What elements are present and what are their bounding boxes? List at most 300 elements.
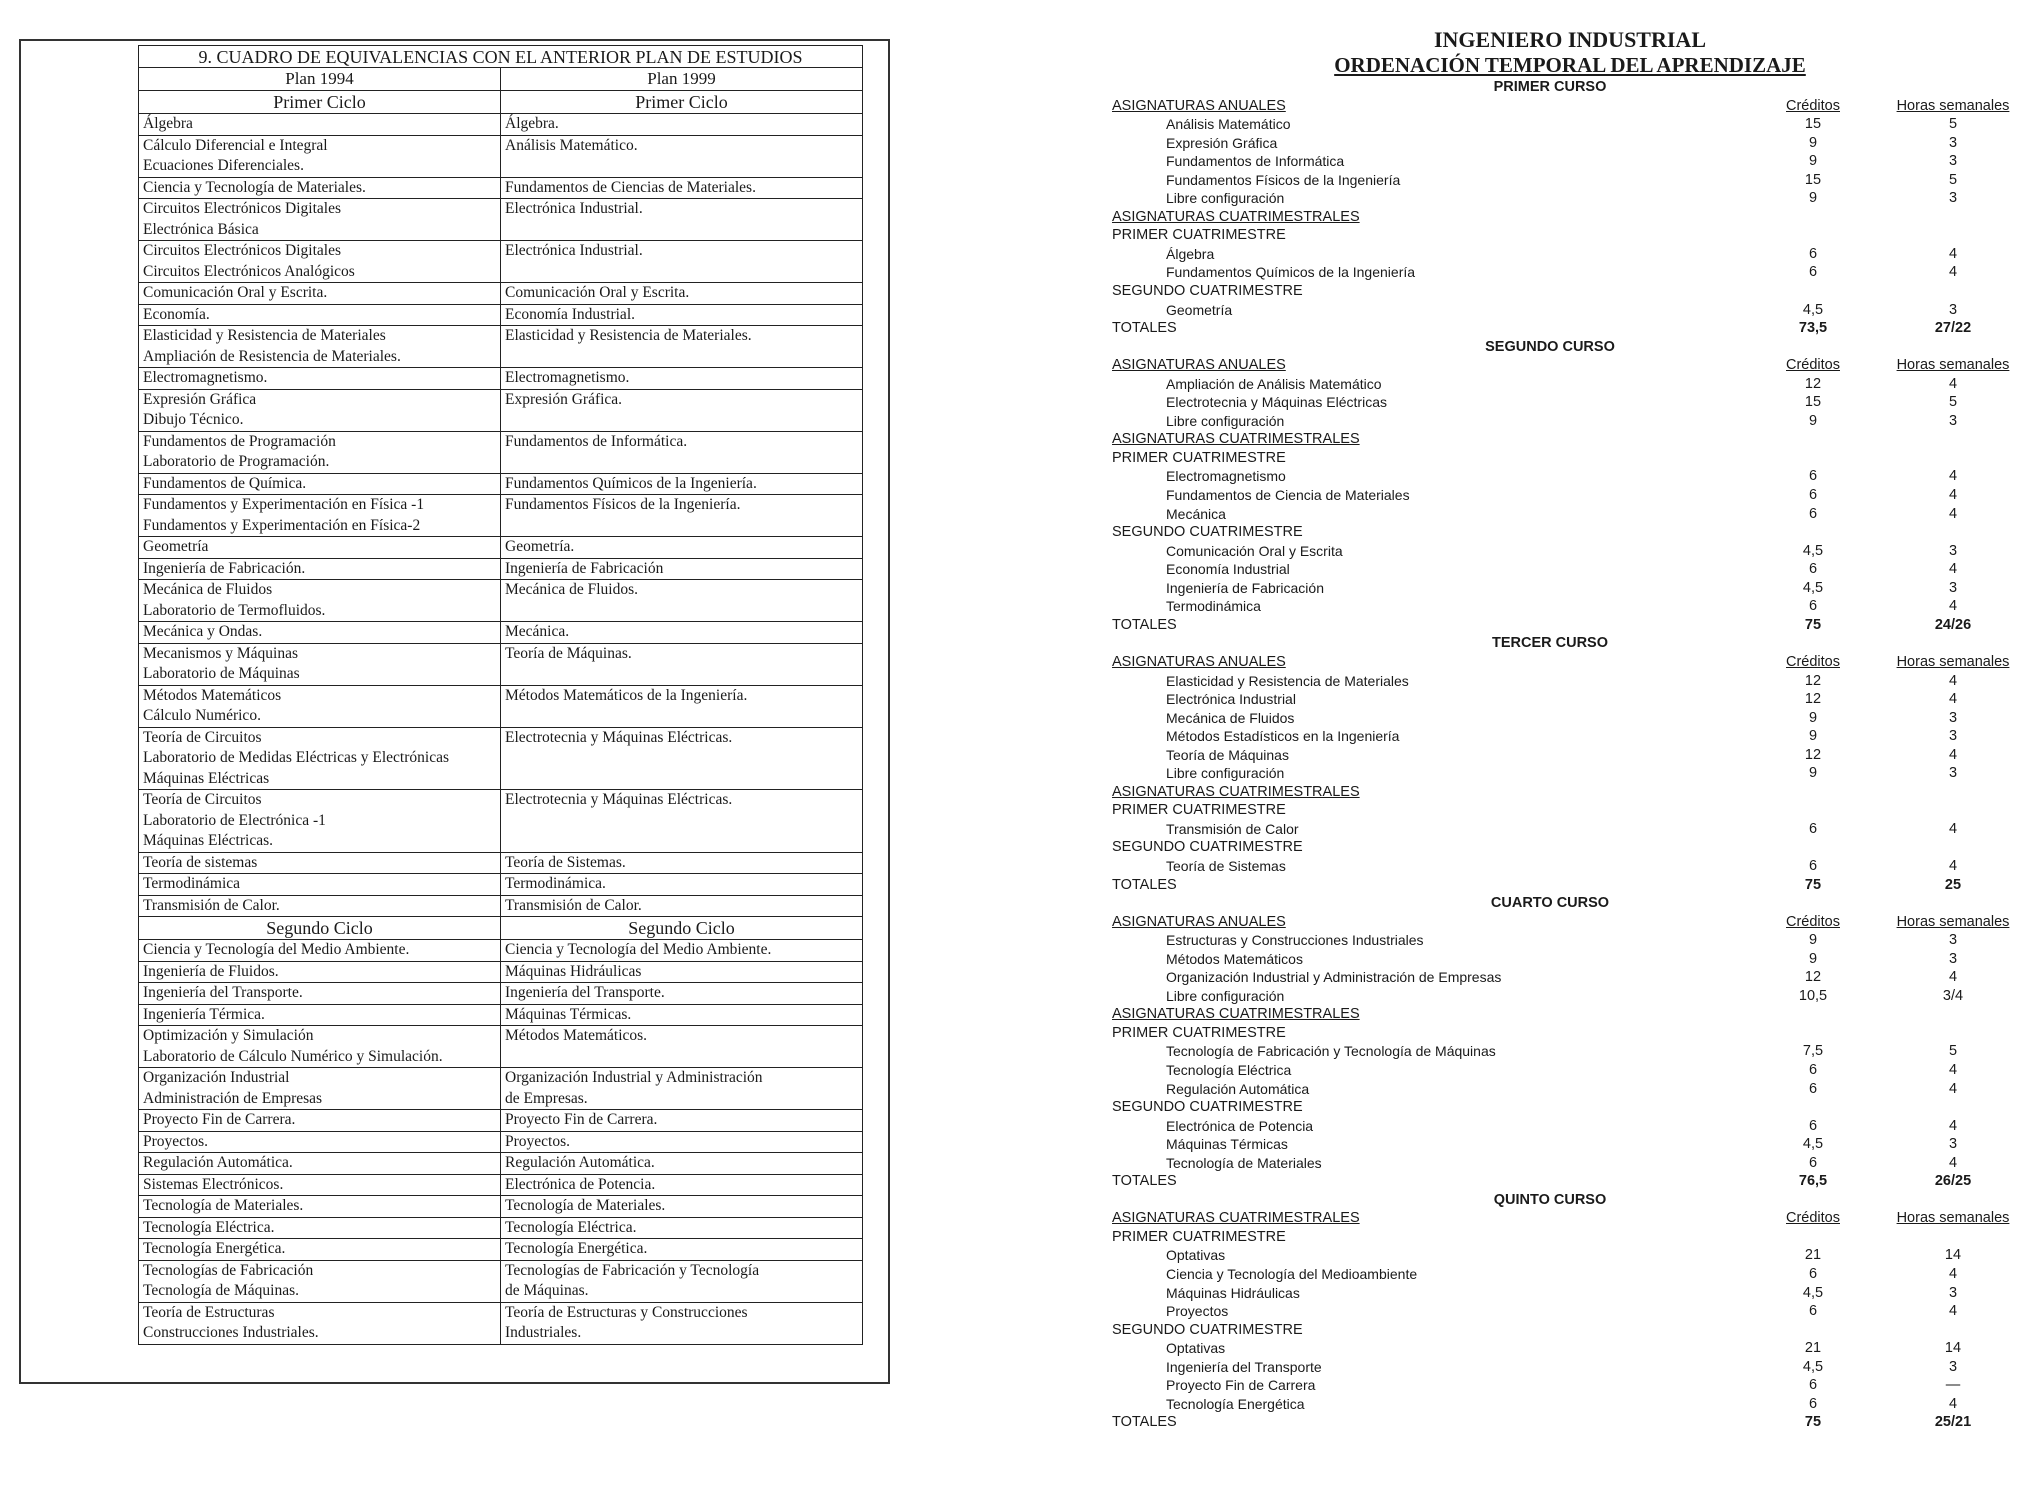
credits-value: 15 — [1804, 394, 1822, 411]
subject-row — [1000, 690, 2030, 709]
credits-value: 9 — [1808, 950, 1818, 967]
credits-value: 12 — [1804, 969, 1822, 986]
subject-name: Ingeniería del Transporte — [1166, 1358, 1322, 1375]
cell-line: Mecánica. — [505, 623, 570, 640]
cell-line: Optimización y Simulación — [143, 1027, 314, 1044]
cell-line: Máquinas Térmicas. — [505, 1005, 632, 1023]
cell-line: Termodinámica — [143, 875, 241, 892]
table-row — [139, 326, 863, 368]
credits-value: 21 — [1804, 1340, 1822, 1357]
cell-line: Electrónica de Potencia. — [505, 1175, 656, 1193]
credits-value: 6 — [1808, 1117, 1818, 1134]
plan-1999-cell — [501, 1110, 863, 1132]
cell-line: Tecnología de Máquinas. — [143, 1282, 300, 1299]
credits-value: 9 — [1808, 134, 1818, 151]
plan-1994-cell — [139, 1217, 501, 1239]
subject-row — [1000, 1135, 2030, 1154]
plan-1994-cell — [139, 852, 501, 874]
totals-row — [1000, 1172, 2030, 1191]
subject-name: Mecánica de Fluidos — [1166, 709, 1295, 726]
plan-1994-cell — [139, 558, 501, 580]
subject-row — [1000, 560, 2030, 579]
plan-1999-cell — [501, 1026, 863, 1068]
weekly-hours-value: 4 — [1948, 857, 1958, 874]
cell-line: Elasticidad y Resistencia de Materiales. — [505, 327, 752, 344]
cell-line: Tecnología Eléctrica. — [505, 1218, 637, 1236]
cell-line: Ingeniería del Transporte. — [143, 984, 303, 1001]
credits-header: Créditos — [1786, 1210, 1840, 1227]
weekly-hours-value: 3 — [1948, 190, 1958, 207]
plan-1999-cell — [501, 304, 863, 326]
cell-line: Teoría de Circuitos — [143, 728, 262, 746]
plan-1994-cell — [139, 1196, 501, 1218]
semester-header — [1000, 282, 2030, 301]
weekly-hours-value: 4 — [1948, 487, 1958, 504]
weekly-hours-value: 4 — [1948, 691, 1958, 708]
table-row — [139, 874, 863, 896]
cell-line: Fundamentos y Experimentación en Física -1 — [143, 496, 425, 513]
plan-1999-cell — [501, 940, 863, 962]
plan-1999-cell — [501, 368, 863, 390]
subject-name: Fundamentos Químicos de la Ingeniería — [1166, 264, 1416, 281]
subject-row — [1000, 746, 2030, 765]
cell-line: Sistemas Electrónicos. — [143, 1175, 284, 1193]
credits-header: Créditos — [1786, 653, 1840, 670]
column-header-plan-1999: Plan 1999 — [501, 68, 863, 91]
row-label: ASIGNATURAS CUATRIMESTRALES — [1112, 1006, 1360, 1023]
plan-1994-cell — [139, 431, 501, 473]
plan-1994-cell — [139, 495, 501, 537]
weekly-hours-value: 4 — [1948, 561, 1958, 578]
weekly-hours-value: 3 — [1948, 932, 1958, 949]
subject-row — [1000, 115, 2030, 134]
cell-line: Circuitos Electrónicos Analógicos — [143, 262, 355, 280]
credits-header: Créditos — [1786, 357, 1840, 374]
subject-row — [1000, 505, 2030, 524]
section-header — [1000, 97, 2030, 116]
credits-value: 9 — [1808, 932, 1818, 949]
weekly-hours-value: 4 — [1948, 820, 1958, 837]
subject-row — [1000, 171, 2030, 190]
cell-line: Álgebra. — [505, 115, 559, 132]
subject-row — [1000, 245, 2030, 264]
subject-name: Teoría de Sistemas — [1166, 857, 1286, 874]
weekly-hours-value: 4 — [1948, 505, 1958, 522]
cell-line: Análisis Matemático. — [505, 136, 638, 154]
weekly-hours-value: 3 — [1948, 153, 1958, 170]
weekly-hours-header: Horas semanales — [1896, 97, 2010, 114]
weekly-hours-value: 3 — [1948, 709, 1958, 726]
subject-name: Organización Industrial y Administración de Empresas — [1166, 969, 1502, 986]
section-header — [1000, 208, 2030, 227]
plan-1999-cell — [501, 135, 863, 177]
subject-name: Geometría — [1166, 301, 1233, 318]
plan-1994-cell — [139, 326, 501, 368]
subject-row — [1000, 950, 2030, 969]
table-row — [139, 368, 863, 390]
cell-line: Fundamentos de Informática. — [505, 432, 688, 450]
credits-value: 6 — [1808, 1395, 1818, 1412]
subject-row — [1000, 820, 2030, 839]
credits-value: 4,5 — [1802, 579, 1824, 596]
weekly-hours-value: 3 — [1948, 1136, 1958, 1153]
plan-1994-cell — [139, 1174, 501, 1196]
credits-value: 76,5 — [1798, 1173, 1828, 1190]
cell-line: Electromagnetismo. — [505, 369, 630, 386]
totals-row — [1000, 319, 2030, 338]
plan-1994-cell — [139, 580, 501, 622]
table-row — [139, 1239, 863, 1261]
cell-line: Comunicación Oral y Escrita. — [143, 284, 328, 301]
cell-line: Tecnología Eléctrica. — [143, 1218, 275, 1236]
course-title — [1000, 1191, 2030, 1210]
plan-1994-cell — [139, 790, 501, 853]
subject-row — [1000, 301, 2030, 320]
plan-1994-cell — [139, 1302, 501, 1344]
semester-header — [1000, 1098, 2030, 1117]
subject-row — [1000, 189, 2030, 208]
cell-line: Mecánica de Fluidos — [143, 581, 273, 598]
weekly-hours-value: 4 — [1948, 1303, 1958, 1320]
totals-row — [1000, 1413, 2030, 1432]
subject-row — [1000, 1302, 2030, 1321]
cell-line: Cálculo Diferencial e Integral — [143, 136, 328, 154]
cell-line: Electromagnetismo. — [143, 369, 268, 386]
table-row — [139, 685, 863, 727]
plan-1999-cell — [501, 727, 863, 790]
cell-line: Ecuaciones Diferenciales. — [143, 157, 304, 174]
row-label: ASIGNATURAS ANUALES — [1112, 97, 1286, 114]
row-label: ASIGNATURAS CUATRIMESTRALES — [1112, 783, 1360, 800]
cell-line: Elasticidad y Resistencia de Materiales — [143, 327, 386, 344]
cell-line: Proyecto Fin de Carrera. — [143, 1111, 296, 1128]
weekly-hours-value: 4 — [1948, 746, 1958, 763]
plan-1999-cell — [501, 580, 863, 622]
cell-line: Álgebra — [143, 115, 193, 132]
table-row — [139, 643, 863, 685]
cell-line: Organización Industrial — [143, 1069, 290, 1086]
subject-row — [1000, 597, 2030, 616]
cell-line: Laboratorio de Cálculo Numérico y Simulación. — [143, 1047, 443, 1065]
plan-1999-cell — [501, 643, 863, 685]
cell-line: Teoría de sistemas — [143, 853, 258, 871]
semester-header — [1000, 1228, 2030, 1247]
cell-line: Métodos Matemáticos. — [505, 1027, 648, 1044]
plan-1999-cell — [501, 473, 863, 495]
cell-line: Ingeniería del Transporte. — [505, 984, 665, 1001]
plan-1994-cell — [139, 1131, 501, 1153]
subject-name: Proyectos — [1166, 1303, 1229, 1320]
credits-value: 6 — [1808, 468, 1818, 485]
table-row — [139, 1110, 863, 1132]
cell-line: Teoría de Estructuras — [143, 1303, 275, 1321]
plan-1994-cell — [139, 1239, 501, 1261]
table-row — [139, 852, 863, 874]
row-label: ASIGNATURAS CUATRIMESTRALES — [1112, 431, 1360, 448]
subject-name: Libre configuración — [1166, 190, 1285, 207]
plan-1994-cell — [139, 643, 501, 685]
plan-1999-cell — [501, 431, 863, 473]
plan-1994-cell — [139, 473, 501, 495]
subject-name: Optativas — [1166, 1340, 1226, 1357]
table-row — [139, 177, 863, 199]
credits-value: 9 — [1808, 153, 1818, 170]
cell-line: Cálculo Numérico. — [143, 707, 261, 724]
table-row — [139, 495, 863, 537]
table-row — [139, 1260, 863, 1302]
cell-line: Industriales. — [505, 1324, 582, 1341]
course-title-text: TERCER CURSO — [1491, 635, 1608, 652]
subject-row — [1000, 1117, 2030, 1136]
cell-line: Laboratorio de Medidas Eléctricas y Electrónicas — [143, 749, 449, 766]
cell-line: Teoría de Máquinas. — [505, 644, 632, 662]
cell-line: Proyecto Fin de Carrera. — [505, 1111, 658, 1128]
cell-line: Termodinámica. — [505, 875, 606, 892]
subject-row — [1000, 1358, 2030, 1377]
subject-name: Métodos Estadísticos en la Ingeniería — [1166, 728, 1400, 745]
subject-name: Análisis Matemático — [1166, 116, 1291, 133]
cell-line: Laboratorio de Termofluidos. — [143, 601, 326, 619]
plan-1999-cell — [501, 283, 863, 305]
section-header — [1000, 913, 2030, 932]
subject-name: Libre configuración — [1166, 765, 1285, 782]
cell-line: Tecnología de Materiales. — [143, 1197, 304, 1214]
plan-1999-cell — [501, 622, 863, 644]
cell-line: Proyectos. — [505, 1132, 571, 1150]
subject-name: Tecnología Eléctrica — [1166, 1061, 1292, 1078]
semester-header — [1000, 838, 2030, 857]
credits-value: 9 — [1808, 412, 1818, 429]
weekly-hours-value: 14 — [1944, 1340, 1962, 1357]
section-header — [1000, 653, 2030, 672]
table-row — [139, 114, 863, 136]
row-label: PRIMER CUATRIMESTRE — [1112, 1024, 1286, 1041]
credits-value: 9 — [1808, 190, 1818, 207]
row-label: ASIGNATURAS ANUALES — [1112, 357, 1286, 374]
plan-1999-cell — [501, 1196, 863, 1218]
subject-row — [1000, 987, 2030, 1006]
course-title — [1000, 894, 2030, 913]
credits-value: 6 — [1808, 1061, 1818, 1078]
weekly-hours-value: 4 — [1948, 1117, 1958, 1134]
plan-1999-cell — [501, 1239, 863, 1261]
plan-1999-cell — [501, 495, 863, 537]
plan-1994-cell — [139, 895, 501, 917]
weekly-hours-value: 4 — [1948, 598, 1958, 615]
subject-row — [1000, 968, 2030, 987]
plan-1994-cell — [139, 389, 501, 431]
cell-line: Fundamentos de Programación — [143, 432, 336, 450]
row-label: TOTALES — [1112, 1414, 1177, 1431]
cell-line: Regulación Automática. — [505, 1154, 655, 1171]
cell-line: Proyectos. — [143, 1132, 209, 1150]
table-row — [139, 622, 863, 644]
cell-line: Tecnología de Materiales. — [505, 1197, 666, 1214]
table-row — [139, 1174, 863, 1196]
subject-name: Tecnología Energética — [1166, 1395, 1305, 1412]
weekly-hours-header: Horas semanales — [1896, 913, 2010, 930]
cell-line: Teoría de Sistemas. — [505, 853, 626, 871]
weekly-hours-header: Horas semanales — [1896, 1210, 2010, 1227]
subject-name: Álgebra — [1166, 245, 1215, 262]
credits-value: 12 — [1804, 375, 1822, 392]
plan-1994-cell — [139, 368, 501, 390]
table-row — [139, 1004, 863, 1026]
plan-1999-cell — [501, 1068, 863, 1110]
cell-line: Teoría de Circuitos — [143, 791, 262, 808]
second-cycle-header-old: Segundo Ciclo — [139, 917, 501, 940]
cell-line: Ingeniería Térmica. — [143, 1005, 265, 1023]
credits-value: 6 — [1808, 487, 1818, 504]
row-label: SEGUNDO CUATRIMESTRE — [1112, 1321, 1303, 1338]
table-row — [139, 895, 863, 917]
row-label: ASIGNATURAS ANUALES — [1112, 913, 1286, 930]
subject-row — [1000, 931, 2030, 950]
credits-value: 6 — [1808, 1303, 1818, 1320]
subject-name: Electrónica Industrial — [1166, 691, 1296, 708]
weekly-hours-header: Horas semanales — [1896, 357, 2010, 374]
plan-1994-cell — [139, 114, 501, 136]
weekly-hours-value: 3 — [1948, 1358, 1958, 1375]
plan-1994-cell — [139, 241, 501, 283]
table-row — [139, 727, 863, 790]
subject-name: Expresión Gráfica — [1166, 134, 1278, 151]
table-row — [139, 983, 863, 1005]
weekly-hours-value: 5 — [1948, 116, 1958, 133]
plan-1999-cell — [501, 1302, 863, 1344]
section-header — [1000, 356, 2030, 375]
credits-value: 4,5 — [1802, 1358, 1824, 1375]
subject-row — [1000, 467, 2030, 486]
plan-1999-cell — [501, 326, 863, 368]
subject-row — [1000, 1246, 2030, 1265]
credits-value: 6 — [1808, 245, 1818, 262]
table-row — [139, 1068, 863, 1110]
plan-1994-cell — [139, 727, 501, 790]
plan-1999-cell — [501, 874, 863, 896]
subject-name: Tecnología de Fabricación y Tecnología de Máquinas — [1166, 1043, 1496, 1060]
credits-value: 75 — [1804, 1414, 1822, 1431]
table-row — [139, 1196, 863, 1218]
cell-line: Mecánica de Fluidos. — [505, 581, 639, 598]
subject-name: Tecnología de Materiales — [1166, 1154, 1322, 1171]
plan-1994-cell — [139, 199, 501, 241]
course-title-text: SEGUNDO CURSO — [1485, 338, 1615, 355]
credits-value: 21 — [1804, 1247, 1822, 1264]
cell-line: Teoría de Estructuras y Construcciones — [505, 1303, 748, 1321]
plan-1994-cell — [139, 177, 501, 199]
cell-line: Laboratorio de Programación. — [143, 453, 330, 470]
credits-value: 10,5 — [1798, 987, 1828, 1004]
subject-name: Electromagnetismo — [1166, 468, 1286, 485]
weekly-hours-value: 4 — [1948, 672, 1958, 689]
subject-row — [1000, 393, 2030, 412]
column-header-plan-1994: Plan 1994 — [139, 68, 501, 91]
weekly-hours-value: 27/22 — [1934, 320, 1972, 337]
weekly-hours-value: 24/26 — [1934, 616, 1972, 633]
weekly-hours-value: — — [1945, 1377, 1961, 1394]
cell-line: Geometría — [143, 538, 209, 555]
plan-1994-cell — [139, 135, 501, 177]
weekly-hours-value: 4 — [1948, 375, 1958, 392]
row-label: SEGUNDO CUATRIMESTRE — [1112, 839, 1303, 856]
cell-line: Métodos Matemáticos — [143, 686, 282, 704]
cell-line: Comunicación Oral y Escrita. — [505, 284, 690, 301]
weekly-hours-value: 3 — [1948, 412, 1958, 429]
credits-value: 12 — [1804, 672, 1822, 689]
table-row — [139, 1026, 863, 1068]
subject-name: Electrotecnia y Máquinas Eléctricas — [1166, 394, 1387, 411]
weekly-hours-value: 4 — [1948, 1266, 1958, 1282]
totals-row — [1000, 876, 2030, 895]
weekly-hours-value: 5 — [1948, 1043, 1958, 1060]
cell-line: Métodos Matemáticos de la Ingeniería. — [505, 686, 748, 704]
plan-1994-cell — [139, 537, 501, 559]
table-row — [139, 1131, 863, 1153]
first-cycle-header-new: Primer Ciclo — [501, 91, 863, 114]
credits-value: 6 — [1808, 264, 1818, 281]
subject-row — [1000, 672, 2030, 691]
credits-value: 4,5 — [1802, 1284, 1824, 1301]
weekly-hours-value: 3 — [1948, 134, 1958, 151]
weekly-hours-value: 4 — [1948, 245, 1958, 262]
cell-line: Tecnología Energética. — [143, 1240, 286, 1257]
plan-1999-cell — [501, 852, 863, 874]
document-subtitle: ORDENACIÓN TEMPORAL DEL APRENDIZAJE — [1334, 53, 1806, 77]
credits-value: 6 — [1808, 820, 1818, 837]
credits-value: 15 — [1804, 116, 1822, 133]
plan-1994-cell — [139, 283, 501, 305]
cell-line: Construcciones Industriales. — [143, 1324, 319, 1341]
row-label: TOTALES — [1112, 616, 1177, 633]
plan-1994-cell — [139, 622, 501, 644]
subject-row — [1000, 1061, 2030, 1080]
weekly-hours-value: 4 — [1948, 969, 1958, 986]
credits-value: 4,5 — [1802, 301, 1824, 318]
table-row — [139, 431, 863, 473]
cell-line: Fundamentos de Ciencias de Materiales. — [505, 178, 756, 196]
section-header — [1000, 1005, 2030, 1024]
credits-value: 6 — [1808, 505, 1818, 522]
credits-value: 4,5 — [1802, 542, 1824, 559]
cell-line: Administración de Empresas — [143, 1089, 323, 1107]
subject-row — [1000, 412, 2030, 431]
table-row — [139, 580, 863, 622]
plan-1999-cell — [501, 389, 863, 431]
cell-line: Transmisión de Calor. — [143, 896, 280, 914]
credits-value: 73,5 — [1798, 320, 1828, 337]
table-row — [139, 135, 863, 177]
cell-line: Fundamentos Químicos de la Ingeniería. — [505, 474, 757, 492]
plan-1994-cell — [139, 874, 501, 896]
row-label: ASIGNATURAS CUATRIMESTRALES — [1112, 208, 1360, 225]
cell-line: Laboratorio de Máquinas — [143, 665, 300, 682]
subject-row — [1000, 1284, 2030, 1303]
credits-header: Créditos — [1786, 913, 1840, 930]
plan-1999-cell — [501, 1131, 863, 1153]
subject-row — [1000, 375, 2030, 394]
subject-row — [1000, 1265, 2030, 1284]
plan-1999-cell — [501, 177, 863, 199]
semester-header — [1000, 1321, 2030, 1340]
course-title — [1000, 338, 2030, 357]
weekly-hours-value: 4 — [1948, 1061, 1958, 1078]
row-label: TOTALES — [1112, 320, 1177, 337]
equivalences-table — [138, 45, 863, 1345]
credits-value: 6 — [1808, 1154, 1818, 1171]
weekly-hours-value: 3 — [1948, 728, 1958, 745]
subject-row — [1000, 263, 2030, 282]
